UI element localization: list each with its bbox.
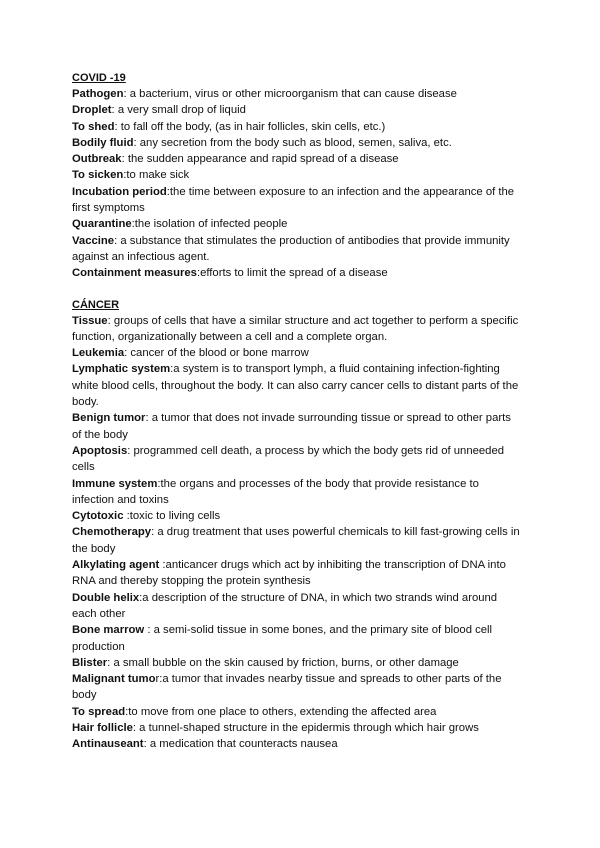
- glossary-entry: [72, 671, 522, 704]
- term: Outbreak: [72, 153, 122, 166]
- term: Incubation period: [72, 185, 167, 198]
- term: To shed: [72, 120, 115, 133]
- term: Alkylating agent: [72, 559, 160, 572]
- glossary-entry: [72, 167, 522, 183]
- glossary-entry: [72, 590, 522, 623]
- glossary-entry: [72, 265, 522, 281]
- glossary-entry: [72, 443, 522, 476]
- section-spacer: [72, 282, 522, 297]
- definition: : cancer of the blood or bone marrow: [124, 347, 309, 360]
- glossary-entry: [72, 361, 522, 410]
- term: Containment measures: [72, 267, 197, 280]
- definition: : a tumor that does not invade surrounding tissue or spread to other parts of the body: [72, 412, 511, 441]
- definition: : the sudden appearance and rapid spread of a disease: [121, 153, 399, 166]
- glossary-entry: [72, 736, 522, 752]
- section-heading-covid: COVID -19: [72, 72, 126, 84]
- definition: r:a tumor that invades nearby tissue and spreads to other parts of the body: [72, 673, 502, 702]
- glossary-entry: [72, 102, 522, 118]
- glossary-entry: [72, 557, 522, 590]
- term: Cytotoxic: [72, 510, 124, 523]
- definition: :anticancer drugs which act by inhibiting the transcription of DNA into RNA and thereby stopping the protein synthesis: [72, 559, 506, 588]
- glossary-entry: [72, 476, 522, 509]
- glossary-entry: [72, 655, 522, 671]
- term: Leukemia: [72, 347, 125, 360]
- term: Tissue: [72, 314, 108, 327]
- section-heading-cancer: CÁNCER: [72, 298, 120, 311]
- glossary-entry: [72, 622, 522, 655]
- glossary-entry: [72, 410, 522, 443]
- definition: :a system is to transport lymph, a fluid containing infection-fighting white blood cells, throughout the body. It can also carry cancer cells to distant parts of the body.: [72, 363, 519, 409]
- term: Pathogen: [72, 88, 124, 100]
- term: Benign tumor: [72, 412, 146, 425]
- definition: : any secretion from the body such as blood, semen, saliva, etc.: [133, 136, 452, 149]
- glossary-entry: [72, 704, 522, 720]
- glossary-entry: [72, 233, 522, 266]
- term: Blister: [72, 656, 108, 669]
- term: Droplet: [72, 104, 112, 117]
- term: Immune system: [72, 477, 158, 490]
- term: Bodily fluid: [72, 136, 134, 149]
- definition: : a semi-solid tissue in some bones, and the primary site of blood cell production: [72, 624, 493, 653]
- definition: :the organs and processes of the body that provide resistance to infection and toxins: [72, 477, 479, 506]
- glossary-entry: [72, 720, 522, 736]
- definition: :to move from one place to others, extending the affected area: [125, 705, 437, 718]
- term: Hair follicle: [72, 721, 133, 734]
- definition: :the isolation of infected people: [131, 218, 288, 231]
- term: Malignant tumo: [72, 673, 156, 686]
- definition: :the time between exposure to an infection and the appearance of the first symptoms: [72, 185, 515, 215]
- term: Antinauseant: [72, 738, 144, 751]
- term: To spread: [72, 705, 126, 718]
- definition: : a medication that counteracts nausea: [143, 738, 338, 751]
- term: Lymphatic system: [72, 363, 171, 376]
- term: Quarantine: [72, 218, 132, 231]
- term: Bone marrow: [72, 624, 145, 637]
- definition: : groups of cells that have a similar structure and act together to perform a specific function, organizationally between a cell and a complete organ.: [72, 314, 519, 343]
- definition: :efforts to limit the spread of a disease: [196, 267, 388, 280]
- glossary-entry: [72, 313, 522, 346]
- definition: : a very small drop of liquid: [111, 104, 246, 117]
- definition: : to fall off the body, (as in hair follicles, skin cells, etc.): [114, 120, 386, 133]
- glossary-entry: [72, 216, 522, 232]
- glossary-entry: [72, 508, 522, 524]
- glossary-entry: [72, 86, 522, 102]
- definition: : a small bubble on the skin caused by friction, burns, or other damage: [107, 656, 459, 669]
- glossary-entry: [72, 119, 522, 135]
- glossary-entry: [72, 135, 522, 151]
- definition: : a tunnel-shaped structure in the epidermis through which hair grows: [132, 721, 479, 734]
- term: Chemotherapy: [72, 526, 152, 539]
- term: Vaccine: [72, 234, 115, 247]
- glossary-entry: [72, 524, 522, 557]
- definition: : a bacterium, virus or other microorganism that can cause disease: [123, 88, 457, 100]
- term: Double helix: [72, 591, 140, 604]
- document-page: [72, 70, 522, 753]
- definition: : programmed cell death, a process by which the body gets rid of unneeded cells: [72, 444, 505, 474]
- definition: : a drug treatment that uses powerful chemicals to kill fast-growing cells in the body: [72, 526, 520, 555]
- glossary-entry: [72, 184, 522, 217]
- term: Apoptosis: [72, 444, 128, 457]
- definition: : a substance that stimulates the production of antibodies that provide immunity against an infectious agent.: [72, 234, 510, 263]
- definition: :toxic to living cells: [123, 510, 221, 523]
- definition: :to make sick: [123, 169, 190, 182]
- definition: :a description of the structure of DNA, in which two strands wind around each other: [72, 591, 498, 620]
- term: To sicken: [72, 169, 124, 182]
- glossary-entry: [72, 345, 522, 361]
- glossary-entry: [72, 151, 522, 167]
